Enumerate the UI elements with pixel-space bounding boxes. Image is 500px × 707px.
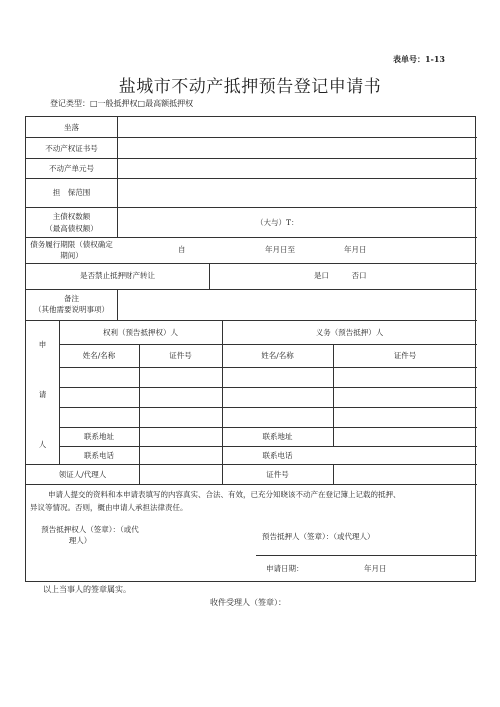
receiver-signature-label: 收件受理人（签章）： — [210, 598, 286, 607]
claim-amount-sublabel: （最高债权额） — [45, 224, 98, 233]
debt-period-end[interactable]: 年月日 — [344, 245, 367, 254]
location-label: 坐落 — [64, 123, 79, 132]
obligor-header: 义务（预告抵押）人 — [315, 328, 384, 337]
property-cert-no-label: 不动产权证书号 — [45, 144, 98, 153]
right-holder-header: 权利（预告抵押权）人 — [103, 328, 178, 337]
debt-period-sublabel: 期间） — [60, 251, 83, 260]
declaration-line-1: 申请人提交的资料和本申请表填写的内容真实、合法、有效，已充分知晓该不动产在登记簿上记载的抵押、 — [48, 490, 401, 499]
signature-confirm-text: 以上当事人的签章属实。 — [43, 585, 131, 594]
unit-no-label: 不动产单元号 — [49, 164, 94, 173]
contact-address-label-right: 联系地址 — [84, 432, 114, 441]
debt-period-mid[interactable]: 年月日至 — [265, 245, 295, 254]
contact-phone-label-right: 联系电话 — [84, 451, 114, 460]
name-header-right: 姓名/名称 — [82, 351, 116, 360]
form-number: 表单号：1-13 — [392, 54, 445, 64]
name-header-obligor: 姓名/名称 — [261, 351, 294, 360]
agent-label: 领证人/代理人 — [58, 470, 107, 479]
applicant-side-char-2: 请 — [38, 390, 47, 399]
claim-amount-field[interactable]: （大与）T： — [256, 218, 299, 227]
agent-cert-label: 证件号 — [266, 470, 289, 479]
debt-period-label: 债务履行期限（债权确定 — [30, 240, 113, 249]
sign-obligor-label: 预告抵押人（签章）：（或代理人） — [262, 532, 375, 541]
cert-header-right: 证件号 — [169, 351, 192, 360]
guarantee-scope-label: 担 保范围 — [52, 188, 91, 197]
applicant-side-char-3: 人 — [38, 440, 47, 449]
apply-date-label: 申请日期： — [266, 564, 304, 573]
cert-header-obligor: 证件号 — [393, 351, 417, 360]
debt-period-from[interactable]: 自 — [178, 245, 186, 254]
declaration-line-2: 异议等情况。否则，概由申请人承担法律责任。 — [30, 503, 188, 512]
sign-right-holder-sublabel: 理人） — [68, 536, 92, 545]
registration-type[interactable]: 登记类型：□一般抵押权□最高额抵押权 — [50, 99, 194, 108]
apply-date-value[interactable]: 年月日 — [364, 564, 387, 573]
claim-amount-label: 主债权数额 — [52, 212, 91, 221]
page-title: 盐城市不动产抵押预告登记申请书 — [118, 77, 382, 97]
prohibit-transfer-label: 是否禁止抵押财产转让 — [80, 271, 155, 280]
applicant-side-char-1: 申 — [38, 340, 47, 349]
remarks-label: 备注 — [64, 294, 79, 303]
prohibit-transfer-options[interactable]: 是口 否口 — [314, 271, 367, 280]
contact-address-label-obligor: 联系地址 — [262, 432, 293, 441]
remarks-sublabel: （其他需要说明事项） — [34, 305, 109, 314]
application-form-table — [25, 116, 476, 582]
sign-right-holder-label: 预告抵押权人（签章）：（或代 — [41, 525, 139, 534]
contact-phone-label-obligor: 联系电话 — [262, 451, 293, 460]
